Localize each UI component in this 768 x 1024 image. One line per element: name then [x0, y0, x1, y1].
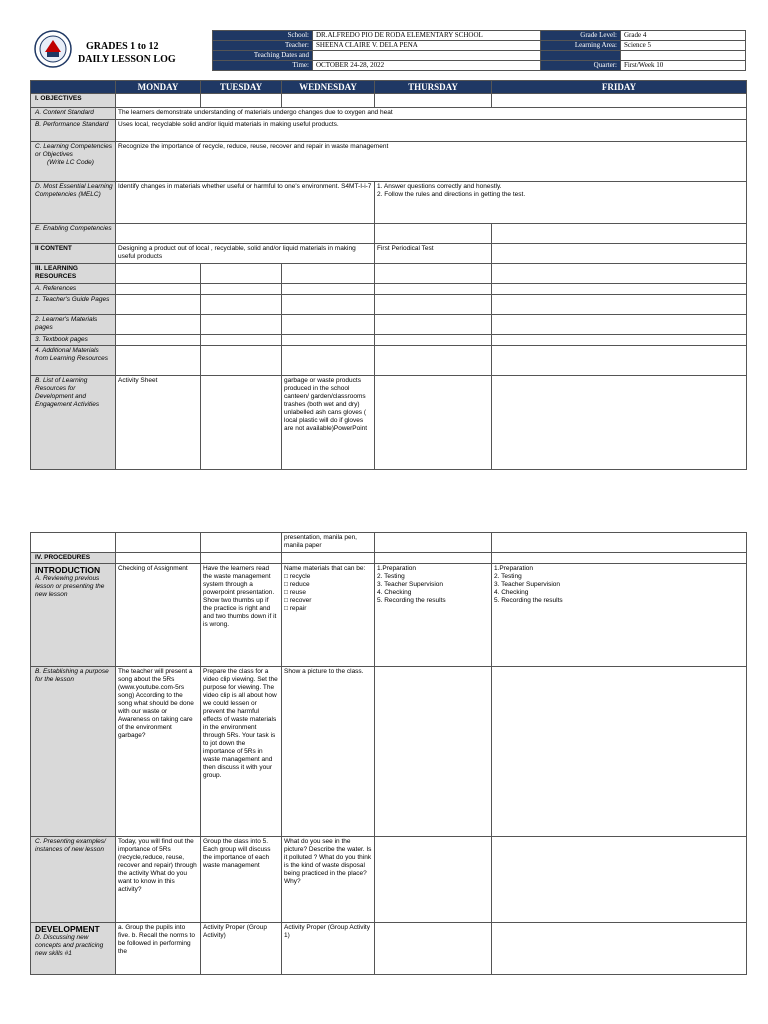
establishing-purpose-label: B. Establishing a purpose for the lesson [31, 667, 116, 837]
establishing-purpose-monday: The teacher will present a song about the 5Rs (www.youtube.com-5rs song) According to the song what should be done with our waste or Awareness on taking care of the environment garbage? [116, 667, 201, 837]
dates-label [213, 51, 313, 61]
textbook-label: 3. Textbook pages [31, 335, 116, 346]
step-item: 1.Preparation [494, 565, 534, 572]
learning-competencies-label-text: C. Learning Competencies or Objectives [35, 143, 112, 158]
checklist-item-text: recycle [289, 573, 311, 580]
checklist-item-text: reduce [289, 581, 310, 588]
development-heading: DEVELOPMENT [35, 924, 100, 934]
presenting-examples-tuesday: Group the class into 5. Each group will discuss the importance of each waste management [201, 837, 282, 923]
title-line-2: DAILY LESSON LOG [78, 54, 176, 65]
presenting-examples-wednesday: What do you see in the picture? Describe the water. Is it polluted ? What do you think is the kind of waste disposal being practiced in the place? Why? [282, 837, 375, 923]
step-item: 2. Testing [377, 573, 405, 580]
area-label: Learning Area: [541, 41, 621, 51]
introduction-tuesday: Have the learners read the waste management system through a powerpoint presentation. Show two thumbs up if the practice is right and and two thumbs down if it is wrong. [201, 564, 282, 667]
teacher-value: SHEENA CLAIRE V. DELA PENA [313, 41, 541, 51]
checklist-item-text: recover [289, 597, 312, 604]
learning-competencies-label [31, 142, 116, 182]
introduction-wednesday-heading: Name materials that can be: [284, 565, 366, 572]
development-tuesday: Activity Proper (Group Activity) [201, 923, 282, 975]
checklist-item-text: reuse [289, 589, 306, 596]
performance-standard-label: B. Performance Standard [31, 120, 116, 142]
grade-label: Grade Level: [541, 31, 621, 41]
step-item: 4. Checking [494, 589, 529, 596]
lc-code-label: (Write LC Code) [47, 159, 94, 166]
list-resources-label: B. List of Learning Resources for Development and Engagement Activities [31, 376, 116, 470]
melc-thursday-text [375, 182, 747, 224]
continued-wednesday-resources: presentation, manila pen, manila paper [282, 533, 375, 553]
development-sub-label: D. Discussing new concepts and practicing new skills #1 [35, 934, 104, 957]
list-resources-wednesday: garbage or waste products produced in the school canteen/ garden/classrooms trashes (both wet and dry) unlabelled ash cans gloves ( local plastic will do if gloves are not available)PowerPoint [282, 376, 375, 470]
day-header-friday: FRIDAY [492, 81, 747, 94]
title-line-1: GRADES 1 to 12 [86, 41, 159, 52]
content-thursday-text: First Periodical Test [375, 244, 492, 264]
additional-materials-label: 4. Additional Materials from Learning Resources [31, 346, 116, 376]
introduction-friday [492, 564, 747, 667]
step-item: 5. Recording the results [377, 597, 446, 604]
melc-thursday-line-1: 1. Answer questions correctly and honestly. [377, 183, 502, 190]
step-item: 4. Checking [377, 589, 412, 596]
procedures-label: IV. PROCEDURES [31, 553, 116, 564]
teacher-label: Teacher: [213, 41, 313, 51]
checklist-item-text: repair [289, 605, 307, 612]
learning-resources-label: III. LEARNING RESOURCES [31, 264, 116, 284]
quarter-value: First/Week 10 [621, 61, 746, 71]
blank-label [541, 51, 621, 61]
dates-label-1: Teaching Dates and [253, 51, 309, 59]
step-item: 3. Teacher Supervision [494, 581, 561, 588]
document-title [78, 40, 176, 66]
deped-seal-logo [34, 30, 72, 68]
school-label: School: [213, 31, 313, 41]
melc-label: D. Most Essential Learning Competencies (MELC) [31, 182, 116, 224]
day-header-tuesday: TUESDAY [201, 81, 282, 94]
presenting-examples-label: C. Presenting examples/ instances of new lesson [31, 837, 116, 923]
introduction-label [31, 564, 116, 667]
dates-value: OCTOBER 24-28, 2022 [313, 61, 541, 71]
checklist-item: □ recover [284, 597, 312, 604]
development-wednesday: Activity Proper (Group Activity 1) [282, 923, 375, 975]
learning-competencies-text: Recognize the importance of recycle, reduce, reuse, recover and repair in waste management [116, 142, 747, 182]
step-item: 5. Recording the results [494, 597, 563, 604]
lesson-log-table-page-1 [30, 80, 747, 470]
checklist-item: □ recycle [284, 573, 311, 580]
list-resources-monday: Activity Sheet [116, 376, 201, 470]
dates-value-blank [313, 51, 541, 61]
learners-materials-label: 2. Learner's Materials pages [31, 315, 116, 335]
establishing-purpose-wednesday: Show a picture to the class. [282, 667, 375, 837]
quarter-label: Quarter: [541, 61, 621, 71]
presenting-examples-monday: Today, you will find out the importance of 5Rs (recycle,reduce, reuse, recover and repair) through the activity What do you want to know in this activity? [116, 837, 201, 923]
melc-text: Identify changes in materials whether useful or harmful to one's environment. S4MT-I-i-7 [116, 182, 375, 224]
objectives-label: I. OBJECTIVES [31, 94, 116, 108]
day-header-wednesday: WEDNESDAY [282, 81, 375, 94]
performance-standard-text: Uses local, recyclable solid and/or liquid materials in making useful products. [116, 120, 747, 142]
introduction-thursday [375, 564, 492, 667]
school-value: DR.ALFREDO PIO DE RODA ELEMENTARY SCHOOL [313, 31, 541, 41]
enabling-competencies-label: E. Enabling Competencies [31, 224, 116, 244]
teachers-guide-label: 1. Teacher's Guide Pages [31, 295, 116, 315]
day-header-blank [31, 81, 116, 94]
day-header-thursday: THURSDAY [375, 81, 492, 94]
content-standard-text: The learners demonstrate understanding of materials undergo changes due to oxygen and heat [116, 108, 747, 120]
development-label [31, 923, 116, 975]
lesson-log-table-page-2 [30, 532, 747, 975]
day-header-monday: MONDAY [116, 81, 201, 94]
melc-thursday-line-2: 2. Follow the rules and directions in getting the test. [377, 191, 526, 198]
content-text: Designing a product out of local , recyclable, solid and/or liquid materials in making useful products [116, 244, 375, 264]
introduction-heading: INTRODUCTION [35, 565, 101, 575]
introduction-wednesday [282, 564, 375, 667]
development-monday: a. Group the pupils into five. b. Recall the norms to be followed in performing the [116, 923, 201, 975]
content-standard-label: A. Content Standard [31, 108, 116, 120]
checklist-item: □ repair [284, 605, 307, 612]
blank-value [621, 51, 746, 61]
step-item: 2. Testing [494, 573, 522, 580]
introduction-monday: Checking of Assignment [116, 564, 201, 667]
area-value: Science 5 [621, 41, 746, 51]
checklist-item: □ reuse [284, 589, 306, 596]
content-label: II CONTENT [31, 244, 116, 264]
introduction-sub-label: A. Reviewing previous lesson or presenting the new lesson [35, 575, 105, 598]
step-item: 1.Preparation [377, 565, 417, 572]
references-label: A. References [31, 284, 116, 295]
step-item: 3. Teacher Supervision [377, 581, 444, 588]
establishing-purpose-tuesday: Prepare the class for a video clip viewing. Set the purpose for viewing. The video clip is all about how we could lessen or prevent the harmful effects of waste materials in the environment through 5Rs. Your task is to jot down the importance of 5Rs in waste management and then discuss it with your group. [201, 667, 282, 837]
grade-value: Grade 4 [621, 31, 746, 41]
header-info-table [212, 30, 746, 71]
time-label: Time: [213, 61, 313, 71]
checklist-item: □ reduce [284, 581, 310, 588]
